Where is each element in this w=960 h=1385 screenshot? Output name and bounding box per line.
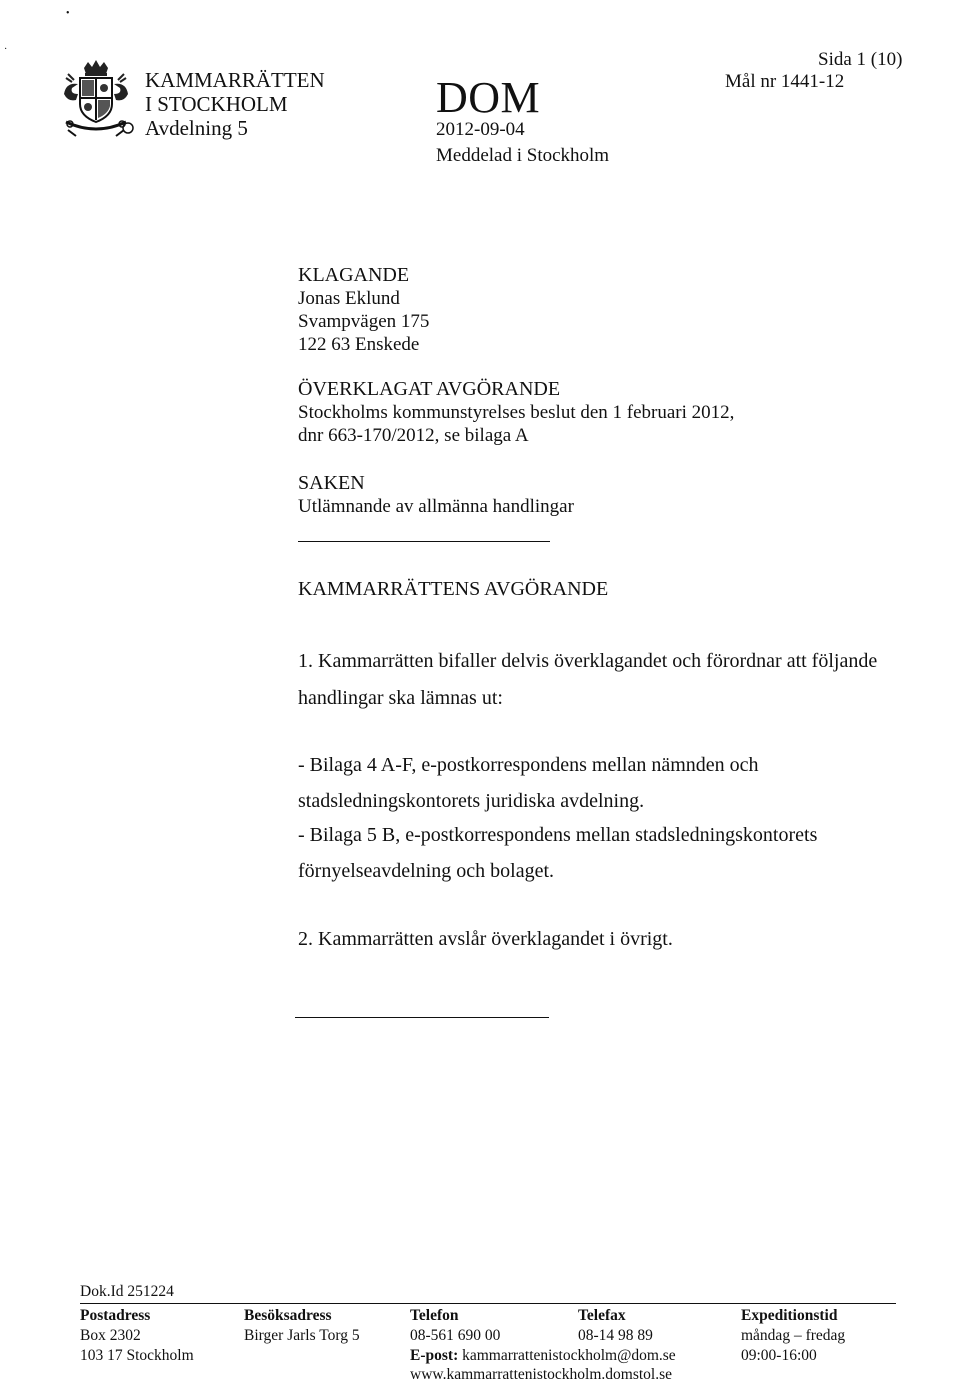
footer-web[interactable]: www.kammarrattenistockholm.domstol.se bbox=[410, 1366, 673, 1383]
klagande-name: Jonas Eklund bbox=[298, 288, 400, 309]
end-rule bbox=[295, 1017, 549, 1018]
court-division: Avdelning 5 bbox=[145, 116, 248, 140]
document-id: Dok.Id 251224 bbox=[80, 1283, 174, 1300]
document-place: Meddelad i Stockholm bbox=[436, 145, 610, 166]
court-name-line2: I STOCKHOLM bbox=[145, 92, 288, 116]
saken-section bbox=[298, 472, 574, 518]
besoksadress-line1: Birger Jarls Torg 5 bbox=[244, 1327, 360, 1344]
document-date: 2012-09-04 bbox=[436, 119, 525, 140]
overklagat-heading: ÖVERKLAGAT AVGÖRANDE bbox=[298, 378, 561, 400]
document-type-title: DOM bbox=[436, 73, 541, 122]
footer-telefax bbox=[578, 1306, 653, 1346]
overklagat-line2: dnr 663-170/2012, se bilaga A bbox=[298, 425, 529, 446]
klagande-street: Svampvägen 175 bbox=[298, 311, 430, 332]
avgorande-point-1-line1: 1. Kammarrätten bifaller delvis överklagandet och förordnar att följande bbox=[298, 650, 878, 672]
klagande-section bbox=[298, 264, 429, 356]
avgorande-bullet-2-line2: förnyelseavdelning och bolaget. bbox=[298, 860, 555, 882]
avgorande-bullet-2-line1: - Bilaga 5 B, e-postkorrespondens mellan stadsledningskontorets bbox=[298, 824, 818, 846]
overklagat-line1: Stockholms kommunstyrelses beslut den 1 februari 2012, bbox=[298, 402, 735, 423]
expeditionstid-label: Expeditionstid bbox=[741, 1307, 838, 1324]
avgorande-heading bbox=[298, 578, 608, 601]
coat-of-arms-emblem bbox=[56, 58, 136, 140]
telefon-value: 08-561 690 00 bbox=[410, 1327, 501, 1344]
footer-rule bbox=[80, 1303, 896, 1304]
postadress-line1: Box 2302 bbox=[80, 1327, 141, 1344]
footer-expeditionstid bbox=[741, 1306, 845, 1366]
court-name-line1: KAMMARRÄTTEN bbox=[145, 68, 325, 92]
telefax-value: 08-14 98 89 bbox=[578, 1327, 653, 1344]
avgorande-bullet-1-line2: stadsledningskontorets juridiska avdelning. bbox=[298, 790, 645, 812]
saken-heading: SAKEN bbox=[298, 472, 365, 494]
divider-rule bbox=[298, 541, 550, 542]
epost-value[interactable]: kammarrattenistockholm@dom.se bbox=[462, 1347, 676, 1364]
avgorande-bullet-1-line1: - Bilaga 4 A-F, e-postkorrespondens mellan nämnden och bbox=[298, 754, 759, 776]
avgorande-heading-text: KAMMARRÄTTENS AVGÖRANDE bbox=[298, 578, 609, 600]
postadress-label: Postadress bbox=[80, 1307, 151, 1324]
footer-epost bbox=[410, 1346, 676, 1366]
avgorande-bullet-2 bbox=[298, 822, 817, 884]
epost-label: E-post: bbox=[410, 1347, 459, 1364]
avgorande-bullet-1 bbox=[298, 752, 759, 814]
expeditionstid-line2: 09:00-16:00 bbox=[741, 1347, 817, 1364]
footer-telefon bbox=[410, 1306, 500, 1346]
page-number: Sida 1 (10) bbox=[818, 49, 903, 70]
postadress-line2: 103 17 Stockholm bbox=[80, 1347, 194, 1364]
footer-postadress bbox=[80, 1306, 194, 1366]
klagande-heading: KLAGANDE bbox=[298, 264, 410, 286]
scan-mark: • bbox=[66, 8, 70, 19]
telefon-label: Telefon bbox=[410, 1307, 459, 1324]
saken-text: Utlämnande av allmänna handlingar bbox=[298, 496, 574, 517]
klagande-postal: 122 63 Enskede bbox=[298, 334, 420, 355]
avgorande-point-2: 2. Kammarrätten avslår överklagandet i övrigt. bbox=[298, 928, 673, 950]
expeditionstid-line1: måndag – fredag bbox=[741, 1327, 846, 1344]
overklagat-section bbox=[298, 378, 734, 447]
besoksadress-label: Besöksadress bbox=[244, 1307, 332, 1324]
avgorande-point-1-line2: handlingar ska lämnas ut: bbox=[298, 687, 503, 709]
footer-besoksadress bbox=[244, 1306, 360, 1346]
telefax-label: Telefax bbox=[578, 1307, 626, 1324]
scan-mark: · bbox=[4, 44, 8, 55]
avgorande-point-1 bbox=[298, 648, 877, 711]
case-number: Mål nr 1441-12 bbox=[725, 71, 845, 92]
